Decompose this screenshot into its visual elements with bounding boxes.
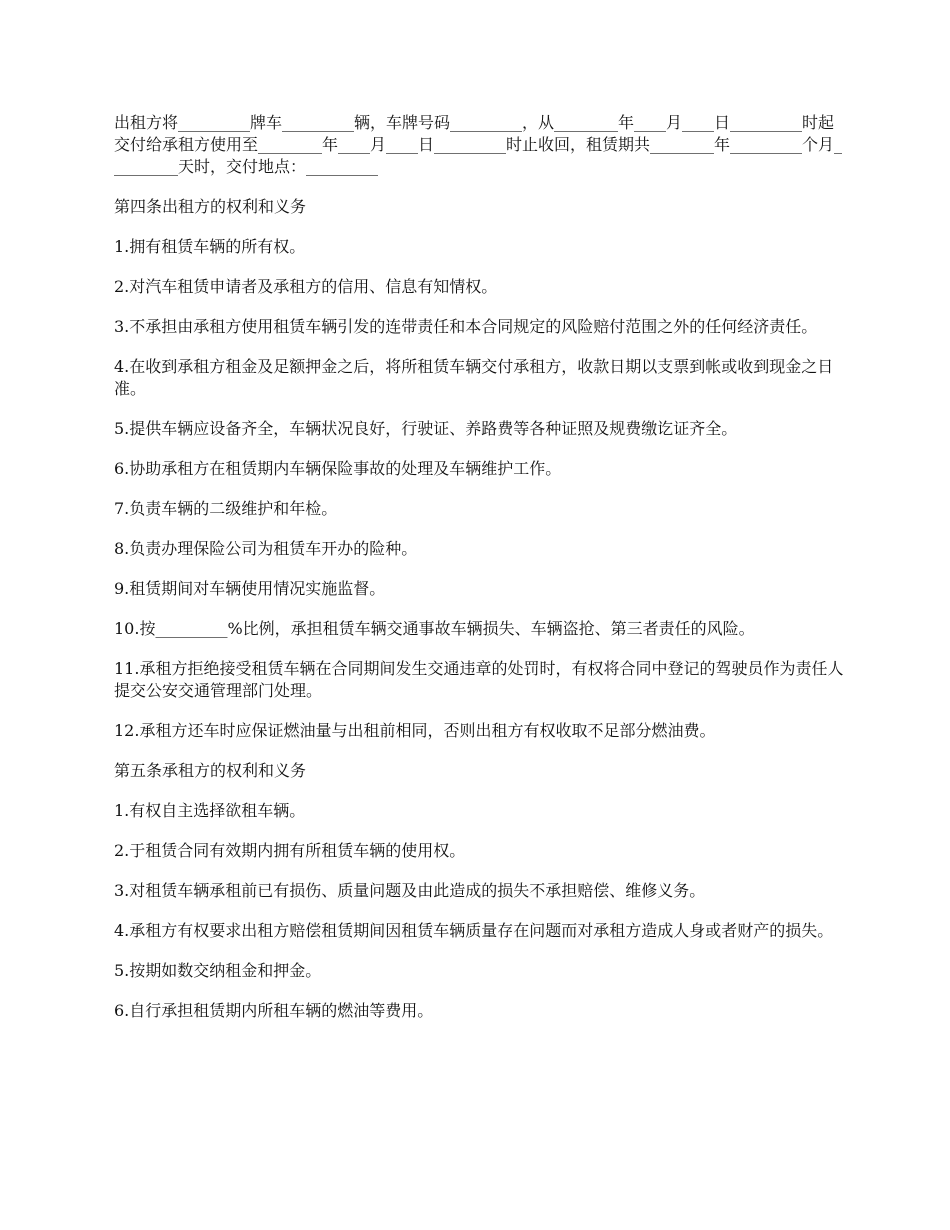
lessee-clause-4: 4.承租方有权要求出租方赔偿租赁期间因租赁车辆质量存在问题而对承租方造成人身或者财产的损失。 <box>114 921 834 940</box>
lessor-clause-9: 9.租赁期间对车辆使用情况实施监督。 <box>114 579 386 598</box>
section-heading-lessor-rights: 第四条出租方的权利和义务 <box>114 197 307 216</box>
lessee-clause-1: 1.有权自主选择欲租车辆。 <box>114 801 306 820</box>
lessor-clause-2: 2.对汽车租赁申请者及承租方的信用、信息有知情权。 <box>114 277 498 296</box>
lessor-clause-3: 3.不承担由承租方使用租赁车辆引发的连带责任和本合同规定的风险赔付范围之外的任何经济责任。 <box>114 317 818 336</box>
lessor-clause-8: 8.负责办理保险公司为租赁车开办的险种。 <box>114 539 418 558</box>
lessor-clause-6: 6.协助承租方在租赁期内车辆保险事故的处理及车辆维护工作。 <box>114 459 562 478</box>
lessor-clause-7: 7.负责车辆的二级维护和年检。 <box>114 499 338 518</box>
delivery-terms-paragraph: 出租方将_________牌车_________辆，车牌号码_________，从________年____月____日_________时起交付给承租方使用至________年____月____日_________时止收回，租赁期共________年_________个月_________天时，交付地点：_________ <box>114 113 843 176</box>
lessor-clause-12: 12.承租方还车时应保证燃油量与出租前相同，否则出租方有权收取不足部分燃油费。 <box>114 721 716 740</box>
lessor-clause-1: 1.拥有租赁车辆的所有权。 <box>114 237 306 256</box>
document-body <box>114 112 844 1040</box>
lessee-clause-5: 5.按期如数交纳租金和押金。 <box>114 961 322 980</box>
lessor-clause-4: 4.在收到承租方租金及足额押金之后，将所租赁车辆交付承租方，收款日期以支票到帐或收到现金之日准。 <box>114 357 834 398</box>
lessor-clause-5: 5.提供车辆应设备齐全，车辆状况良好，行驶证、养路费等各种证照及规费缴讫证齐全。 <box>114 419 738 438</box>
lessee-clause-2: 2.于租赁合同有效期内拥有所租赁车辆的使用权。 <box>114 841 466 860</box>
lessor-clause-11: 11.承租方拒绝接受租赁车辆在合同期间发生交通违章的处罚时，有权将合同中登记的驾驶员作为责任人提交公安交通管理部门处理。 <box>114 659 844 700</box>
lessee-clause-6: 6.自行承担租赁期内所租车辆的燃油等费用。 <box>114 1001 434 1020</box>
lessor-clause-10: 10.按_________%比例，承担租赁车辆交通事故车辆损失、车辆盗抢、第三者责任的风险。 <box>114 619 755 638</box>
section-heading-lessee-rights: 第五条承租方的权利和义务 <box>114 761 307 780</box>
lessee-clause-3: 3.对租赁车辆承租前已有损伤、质量问题及由此造成的损失不承担赔偿、维修义务。 <box>114 881 706 900</box>
